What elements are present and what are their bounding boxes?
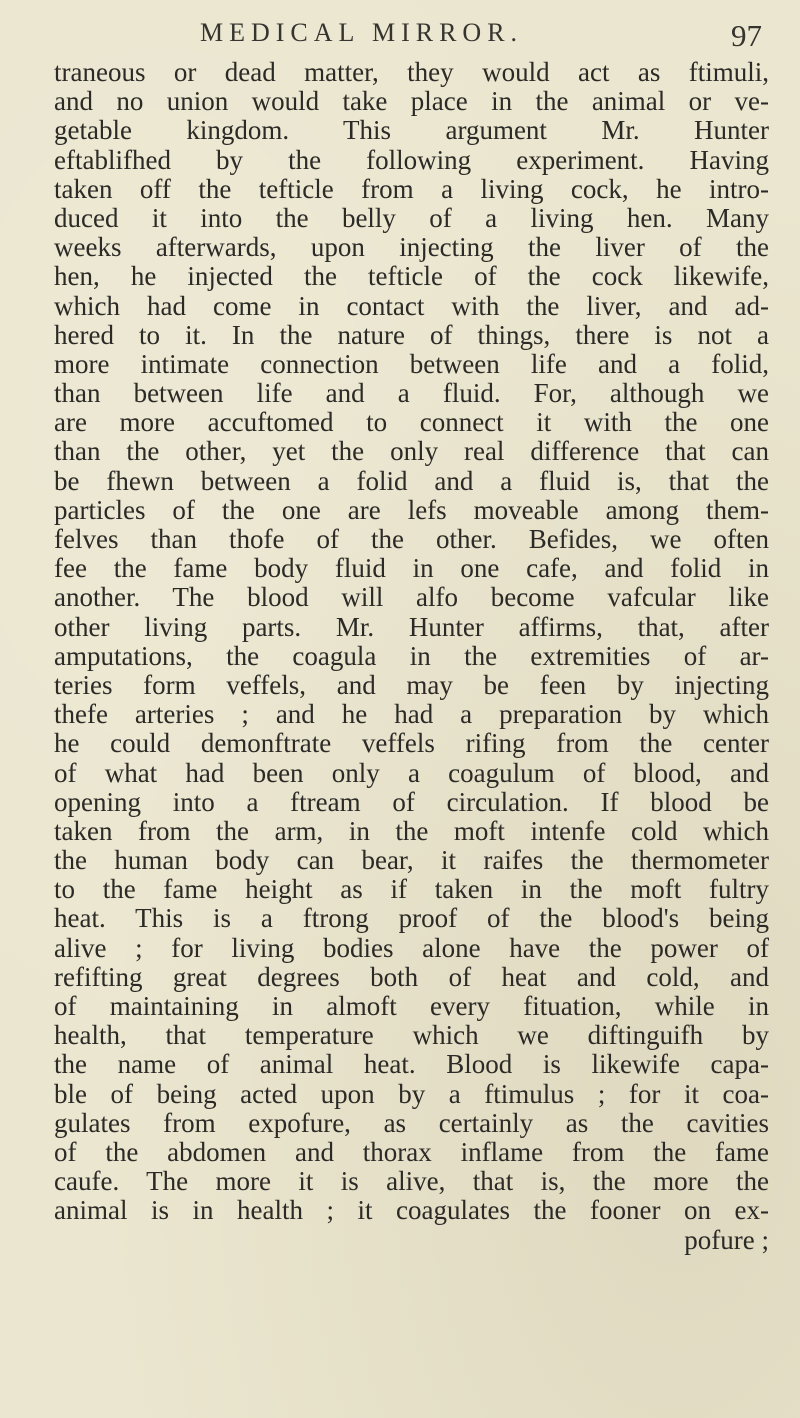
text-line: which had come in contact with the liver, and ad- xyxy=(54,290,769,321)
page-number: 97 xyxy=(731,18,762,53)
text-line: than the other, yet the only real difference that can xyxy=(54,436,769,467)
text-line: health, that temperature which we diftinguifh by xyxy=(54,1020,769,1051)
text-line: hered to it. In the nature of things, there is not a xyxy=(54,319,769,350)
text-line: of what had been only a coagulum of blood, and xyxy=(54,757,769,788)
text-line: thefe arteries ; and he had a preparation by which xyxy=(54,699,769,730)
text-line: felves than thofe of the other. Befides, we often xyxy=(54,524,769,554)
text-line: than between life and a fluid. For, although we xyxy=(54,378,769,409)
text-line: traneous or dead matter, they would act as ftimuli, xyxy=(54,57,769,87)
text-line: amputations, the coagula in the extremities of ar- xyxy=(54,640,769,671)
running-head xyxy=(0,18,800,58)
text-line: hen, he injected the tefticle of the cock likewife, xyxy=(54,261,769,292)
text-line: pofure ; xyxy=(684,1224,769,1255)
text-line: taken off the tefticle from a living cock, he intro- xyxy=(54,173,769,204)
text-line: ble of being acted upon by a ftimulus ; for it coa- xyxy=(54,1078,769,1109)
text-line: be fhewn between a folid and a fluid is, that the xyxy=(54,465,769,496)
text-line: other living parts. Mr. Hunter affirms, that, after xyxy=(54,611,769,642)
text-line: particles of the one are lefs moveable among them- xyxy=(54,494,769,525)
text-line: teries form veffels, and may be feen by injecting xyxy=(54,669,769,700)
text-line: of maintaining in almoft every fituation, while in xyxy=(54,991,769,1021)
text-line: are more accuftomed to connect it with the one xyxy=(54,407,769,438)
text-line: heat. This is a ftrong proof of the blood's being xyxy=(54,903,769,934)
running-title: MEDICAL MIRROR. xyxy=(200,18,524,47)
text-line: animal is in health ; it coagulates the fooner on ex- xyxy=(54,1195,769,1226)
text-line: the name of animal heat. Blood is likewife capa- xyxy=(54,1049,769,1080)
text-line: fee the fame body fluid in one cafe, and folid in xyxy=(54,553,769,584)
text-line: refifting great degrees both of heat and cold, and xyxy=(54,961,769,992)
text-line: eftablifhed by the following experiment. Having xyxy=(54,144,769,175)
text-line: opening into a ftream of circulation. If blood be xyxy=(54,786,769,817)
text-line: and no union would take place in the animal or ve- xyxy=(54,86,769,117)
text-line: more intimate connection between life and a folid, xyxy=(54,348,769,379)
text-line: alive ; for living bodies alone have the power of xyxy=(54,932,769,963)
text-line: the human body can bear, it raifes the thermometer xyxy=(54,845,769,876)
text-line: he could demonftrate veffels rifing from the center xyxy=(54,728,769,759)
body-text xyxy=(54,58,769,1255)
text-line: getable kingdom. This argument Mr. Hunter xyxy=(54,115,769,146)
text-line: duced it into the belly of a living hen. Many xyxy=(54,202,769,233)
text-line: another. The blood will alfo become vafcular like xyxy=(54,582,769,613)
text-line: of the abdomen and thorax inflame from the fame xyxy=(54,1136,769,1167)
text-line: taken from the arm, in the moft intenfe cold which xyxy=(54,815,769,846)
text-line: gulates from expofure, as certainly as the cavities xyxy=(54,1107,769,1138)
text-line: to the fame height as if taken in the moft fultry xyxy=(54,874,769,905)
text-line: weeks afterwards, upon injecting the liver of the xyxy=(54,232,769,263)
text-line: caufe. The more it is alive, that is, the more the xyxy=(54,1166,769,1197)
